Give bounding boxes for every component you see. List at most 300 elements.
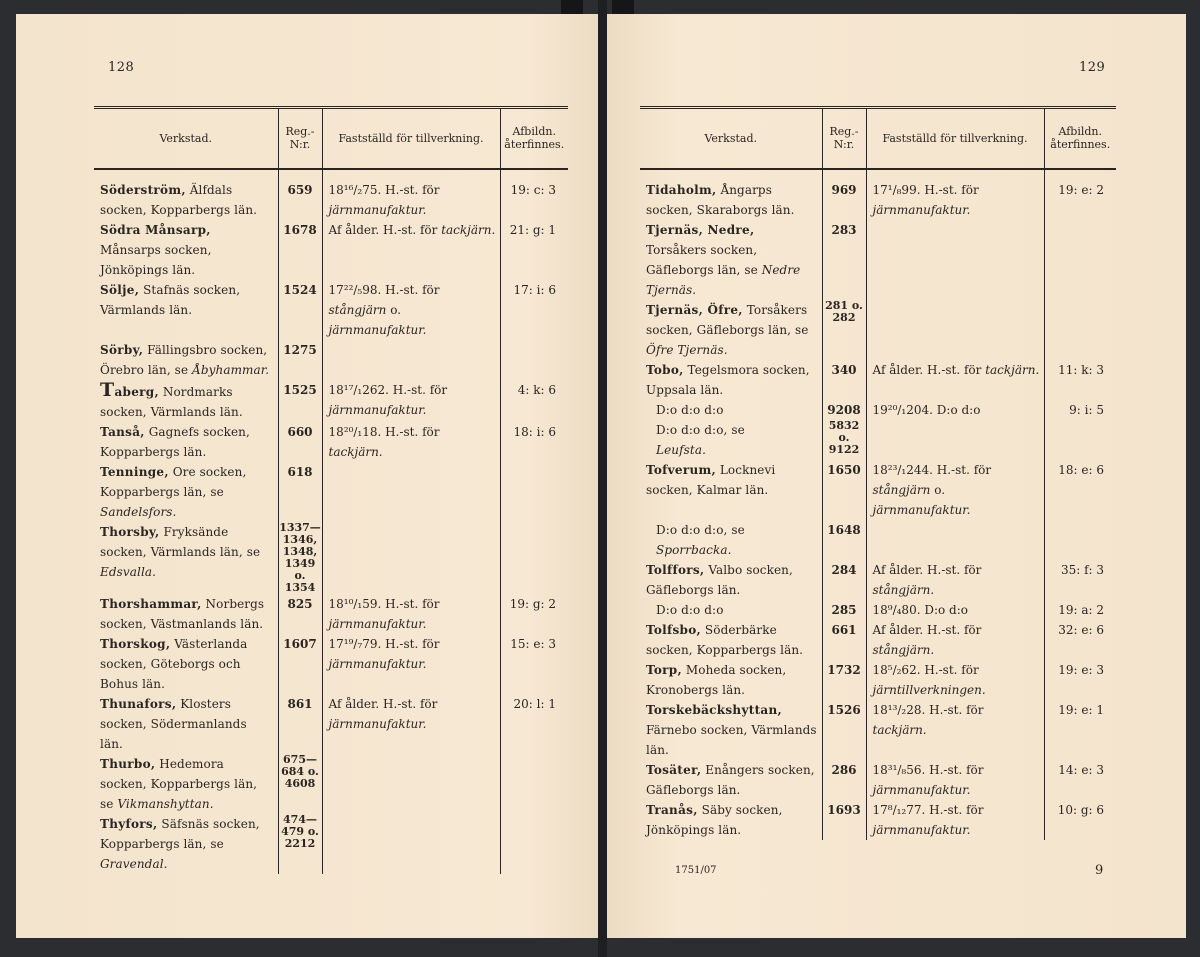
afbildn-cell: [1044, 660, 1116, 700]
table-row: [640, 600, 1116, 620]
works-name: Tjernäs, Öfre,: [646, 302, 743, 317]
works-name: Sölje,: [100, 282, 140, 297]
works-name: Taberg,: [100, 378, 159, 401]
product-type: järnmanufaktur.: [872, 202, 971, 217]
table-row: [640, 560, 1116, 600]
reg-number: 285: [831, 602, 857, 617]
reg-cell: [822, 760, 866, 800]
verkstad-cell: [94, 814, 278, 874]
afbildn-cell: [500, 694, 568, 754]
works-location: Valbo socken, Gäfleborgs län.: [646, 562, 793, 597]
product-type: järnmanufaktur.: [328, 716, 427, 731]
reg-cell: [822, 220, 866, 300]
works-name: Thorsby,: [100, 524, 160, 539]
works-crossref: Sandelsfors.: [100, 504, 177, 519]
works-name: Tofverum,: [646, 462, 716, 477]
reg-cell: [822, 600, 866, 620]
illustration-ref: 18: e: 6: [1058, 462, 1104, 477]
faststalld-cell: [866, 560, 1044, 600]
table-row: [94, 380, 568, 422]
reg-number: 2212: [284, 836, 316, 850]
ditto-text: D:o d:o d:o: [656, 602, 724, 617]
afbildn-cell: [500, 814, 568, 874]
verkstad-cell: [640, 620, 822, 660]
afbildn-cell: [500, 380, 568, 422]
reg-cell: [278, 422, 322, 462]
reg-number: 1678: [283, 222, 317, 237]
works-crossref: Gravendal.: [100, 856, 168, 871]
works-crossref: Edsvalla.: [100, 564, 157, 579]
reg-number: 660: [287, 424, 313, 439]
verkstad-cell: [94, 594, 278, 634]
afbildn-cell: [1044, 220, 1116, 300]
illustration-ref: 19: e: 3: [1058, 662, 1104, 677]
verkstad-cell: [94, 169, 278, 220]
faststalld-cell: [322, 594, 500, 634]
verkstad-cell: [640, 700, 822, 760]
faststalld-cell: [866, 520, 1044, 560]
product-type: järnmanufaktur.: [328, 402, 427, 417]
faststalld-cell: [322, 340, 500, 380]
works-name: Thyfors,: [100, 816, 158, 831]
works-location: Färnebo socken, Värmlands län.: [646, 722, 817, 757]
book-gutter: [598, 0, 607, 957]
works-location: Nordmarks socken, Värmlands län.: [100, 384, 243, 419]
works-crossref: Åbyhammar.: [192, 362, 270, 377]
afbildn-cell: [500, 169, 568, 220]
reg-cell: [822, 700, 866, 760]
signature-mark: 1751/07: [675, 865, 717, 876]
works-crossref: Sporrbacka.: [656, 542, 732, 557]
header-verkstad: Verkstad.: [94, 108, 278, 169]
reg-cell: [278, 594, 322, 634]
table-row: [640, 760, 1116, 800]
works-location: Säby socken, Jönköpings län.: [646, 802, 783, 837]
works-location: Gagnefs socken, Kopparbergs län.: [100, 424, 250, 459]
verkstad-cell: [640, 800, 822, 840]
reg-cell: [822, 420, 866, 460]
works-location: Västerlanda socken, Göteborgs och Bohus län.: [100, 636, 248, 691]
reg-number: 284: [831, 562, 857, 577]
illustration-ref: 19: a: 2: [1058, 602, 1104, 617]
illustration-ref: 14: e: 3: [1058, 762, 1104, 777]
table-row: [640, 700, 1116, 760]
reg-cell: [278, 220, 322, 280]
product-type: stångjärn.: [872, 582, 935, 597]
illustration-ref: 32: e: 6: [1058, 622, 1104, 637]
illustration-ref: 17: i: 6: [513, 282, 556, 297]
reg-number: 283: [831, 222, 857, 237]
product-type: stångjärn.: [872, 642, 935, 657]
decision-text: Af ålder. H.-st. för: [328, 222, 442, 237]
reg-number: 1348,: [282, 544, 318, 558]
ditto-text: D:o d:o d:o, se: [656, 422, 745, 437]
works-name: Tenninge,: [100, 464, 169, 479]
decision-text: Af ålder. H.-st. för: [872, 362, 986, 377]
header-faststalld: Fastställd för tillverkning.: [322, 108, 500, 169]
afbildn-cell: [1044, 760, 1116, 800]
table-row: [94, 280, 568, 340]
afbildn-cell: [1044, 560, 1116, 600]
faststalld-cell: [866, 400, 1044, 420]
reg-number: 1732: [827, 662, 861, 677]
decision-text: 18¹⁷/₁262. H.-st. för: [328, 382, 448, 397]
works-crossref: Vikmanshyttan.: [117, 796, 214, 811]
decision-text: Af ålder. H.-st. för: [872, 562, 982, 577]
works-location: Söderbärke socken, Kopparbergs län.: [646, 622, 804, 657]
works-name: Tidaholm,: [646, 182, 717, 197]
reg-number: 1337—: [279, 520, 321, 534]
faststalld-cell: [866, 700, 1044, 760]
reg-number: 1349 o.: [284, 556, 316, 582]
decision-text: 18²⁰/₁18. H.-st. för: [328, 424, 440, 439]
illustration-ref: 19: e: 1: [1058, 702, 1104, 717]
illustration-ref: 11: k: 3: [1058, 362, 1104, 377]
table-row: [640, 660, 1116, 700]
product-type: järnmanufaktur.: [328, 656, 427, 671]
reg-number: 5832 o.: [828, 418, 860, 444]
table-body: [640, 169, 1116, 840]
table-row: [94, 814, 568, 874]
table-row: [640, 460, 1116, 520]
ditto-entry: [646, 420, 818, 460]
reg-cell: [822, 520, 866, 560]
faststalld-cell: [866, 620, 1044, 660]
afbildn-cell: [1044, 400, 1116, 420]
decision-text: 18¹⁰/₁59. H.-st. för: [328, 596, 440, 611]
verkstad-cell: [94, 754, 278, 814]
decision-text: 19²⁰/₁204. D:o d:o: [872, 402, 981, 417]
product-type: järnmanufaktur.: [872, 782, 971, 797]
works-location: Norbergs socken, Västmanlands län.: [100, 596, 265, 631]
faststalld-cell: [322, 220, 500, 280]
left-page: [16, 14, 598, 938]
faststalld-cell: [866, 420, 1044, 460]
table-row: [640, 169, 1116, 220]
faststalld-cell: [866, 460, 1044, 520]
works-location: Stafnäs socken, Värmlands län.: [100, 282, 241, 317]
header-verkstad: Verkstad.: [640, 108, 822, 169]
table-row: [640, 620, 1116, 660]
faststalld-cell: [322, 634, 500, 694]
verkstad-cell: [94, 220, 278, 280]
register-table: [94, 106, 568, 874]
product-type: järnmanufaktur.: [872, 502, 971, 517]
table-row: [94, 462, 568, 522]
verkstad-cell: [94, 462, 278, 522]
afbildn-cell: [1044, 700, 1116, 760]
illustration-ref: 4: k: 6: [517, 382, 556, 397]
reg-cell: [278, 169, 322, 220]
illustration-ref: 9: i: 5: [1069, 402, 1104, 417]
header-faststalld: Fastställd för tillverkning.: [866, 108, 1044, 169]
works-location: Klosters socken, Södermanlands län.: [100, 696, 247, 751]
works-location: Enångers socken, Gäfleborgs län.: [646, 762, 815, 797]
table-body: [94, 169, 568, 874]
faststalld-cell: [866, 800, 1044, 840]
table-row: [640, 220, 1116, 300]
afbildn-cell: [1044, 460, 1116, 520]
works-location: Hedemora socken, Kopparbergs län, se: [100, 756, 258, 811]
reg-number: 281 o.: [825, 298, 863, 312]
verkstad-cell: [640, 600, 822, 620]
verkstad-cell: [640, 660, 822, 700]
verkstad-cell: [640, 420, 822, 460]
ditto-entry: [646, 400, 818, 420]
afbildn-cell: [500, 422, 568, 462]
reg-number: 479 o.: [281, 824, 319, 838]
table-row: [640, 300, 1116, 360]
verkstad-cell: [640, 360, 822, 400]
works-location: Ångarps socken, Skaraborgs län.: [646, 182, 795, 217]
faststalld-cell: [322, 422, 500, 462]
reg-number: 1354: [284, 580, 316, 594]
verkstad-cell: [94, 280, 278, 340]
decision-text: o.: [930, 482, 946, 497]
decision-text: Af ålder. H.-st. för: [872, 622, 982, 637]
faststalld-cell: [322, 280, 500, 340]
reg-number: 1525: [283, 382, 317, 397]
register-table: [640, 106, 1116, 840]
afbildn-cell: [500, 280, 568, 340]
page-number: 129: [1079, 60, 1106, 75]
table-row: [94, 422, 568, 462]
reg-number: 1648: [827, 522, 861, 537]
reg-number: 282: [832, 310, 856, 324]
reg-cell: [822, 660, 866, 700]
product-type: järnmanufaktur.: [328, 322, 427, 337]
page-number: 128: [108, 60, 135, 75]
reg-number: 1275: [283, 342, 317, 357]
works-name: Södra Månsarp,: [100, 222, 211, 237]
works-name: Thorskog,: [100, 636, 171, 651]
table-row: [94, 522, 568, 594]
afbildn-cell: [1044, 300, 1116, 360]
faststalld-cell: [866, 660, 1044, 700]
works-location: Ore socken, Kopparbergs län, se: [100, 464, 247, 499]
verkstad-cell: [94, 422, 278, 462]
verkstad-cell: [94, 522, 278, 594]
verkstad-cell: [640, 169, 822, 220]
faststalld-cell: [866, 600, 1044, 620]
decision-text: 17⁸/₁₂77. H.-st. för: [872, 802, 984, 817]
works-location: Säfsnäs socken, Kopparbergs län, se: [100, 816, 260, 851]
table-row: [640, 360, 1116, 400]
reg-number: 1607: [283, 636, 317, 651]
reg-number: 1526: [827, 702, 861, 717]
reg-number: 684 o.: [281, 764, 319, 778]
works-name: Tobo,: [646, 362, 684, 377]
reg-cell: [822, 560, 866, 600]
faststalld-cell: [322, 694, 500, 754]
decision-text: 18¹⁶/₂75. H.-st. för: [328, 182, 440, 197]
reg-cell: [278, 814, 322, 874]
illustration-ref: 35: f: 3: [1060, 562, 1104, 577]
decision-text: 18⁵/₂62. H.-st. för: [872, 662, 979, 677]
product-type: järnmanufaktur.: [872, 822, 971, 837]
afbildn-cell: [1044, 169, 1116, 220]
verkstad-cell: [640, 760, 822, 800]
illustration-ref: 18: i: 6: [513, 424, 556, 439]
reg-cell: [278, 522, 322, 594]
afbildn-cell: [1044, 520, 1116, 560]
afbildn-cell: [500, 522, 568, 594]
works-location: Locknevi socken, Kalmar län.: [646, 462, 776, 497]
faststalld-cell: [866, 300, 1044, 360]
verkstad-cell: [94, 380, 278, 422]
table-row: [94, 634, 568, 694]
works-crossref: Öfre Tjernäs.: [646, 342, 728, 357]
product-type: tackjärn.: [872, 722, 927, 737]
works-location: Älfdals socken, Kopparbergs län.: [100, 182, 258, 217]
verkstad-cell: [640, 520, 822, 560]
reg-number: 861: [287, 696, 313, 711]
reg-cell: [822, 620, 866, 660]
reg-number: 969: [831, 182, 857, 197]
reg-cell: [822, 360, 866, 400]
faststalld-cell: [322, 814, 500, 874]
product-type: tackjärn.: [328, 444, 383, 459]
reg-number: 661: [831, 622, 857, 637]
decision-text: 18¹³/₂28. H.-st. för: [872, 702, 984, 717]
table-row: [640, 420, 1116, 460]
product-type: tackjärn.: [985, 362, 1040, 377]
decision-text: 17¹/₈99. H.-st. för: [872, 182, 979, 197]
reg-number: 474—: [283, 812, 317, 826]
decision-text: o.: [386, 302, 402, 317]
table-header: [640, 108, 1116, 169]
ditto-entry: [646, 520, 818, 560]
table-row: [640, 520, 1116, 560]
product-type: stångjärn: [872, 482, 931, 497]
product-type: järnmanufaktur.: [328, 616, 427, 631]
faststalld-cell: [866, 760, 1044, 800]
works-location: Torsåkers socken, Gäfleborgs län, se: [646, 242, 762, 277]
illustration-ref: 19: e: 2: [1058, 182, 1104, 197]
afbildn-cell: [500, 340, 568, 380]
reg-number: 618: [287, 464, 313, 479]
works-location: Månsarps socken, Jönköpings län.: [100, 242, 212, 277]
reg-number: 1524: [283, 282, 317, 297]
product-type: tackjärn.: [441, 222, 496, 237]
header-reg: Reg.- N:r.: [822, 108, 866, 169]
afbildn-cell: [500, 594, 568, 634]
faststalld-cell: [322, 462, 500, 522]
faststalld-cell: [322, 169, 500, 220]
reg-number: 9208: [827, 402, 861, 417]
reg-cell: [822, 800, 866, 840]
works-name: Tolfsbo,: [646, 622, 702, 637]
afbildn-cell: [500, 754, 568, 814]
reg-number: 9122: [828, 442, 860, 456]
reg-cell: [278, 280, 322, 340]
reg-number: 659: [287, 182, 313, 197]
faststalld-cell: [866, 220, 1044, 300]
works-crossref: Leufsta.: [656, 442, 706, 457]
afbildn-cell: [1044, 420, 1116, 460]
reg-number: 1346,: [282, 532, 318, 546]
reg-cell: [278, 754, 322, 814]
reg-cell: [278, 380, 322, 422]
faststalld-cell: [866, 360, 1044, 400]
illustration-ref: 15: e: 3: [510, 636, 556, 651]
reg-cell: [822, 460, 866, 520]
verkstad-cell: [640, 300, 822, 360]
afbildn-cell: [1044, 800, 1116, 840]
ditto-text: D:o d:o d:o, se: [656, 522, 745, 537]
works-name: Tranås,: [646, 802, 698, 817]
header-afbildn: Afbildn. återfinnes.: [1044, 108, 1116, 169]
works-name: Torp,: [646, 662, 682, 677]
header-afbildn: Afbildn. återfinnes.: [500, 108, 568, 169]
illustration-ref: 19: c: 3: [510, 182, 556, 197]
decision-text: 18³¹/₈56. H.-st. för: [872, 762, 984, 777]
reg-number: 4608: [284, 776, 316, 790]
reg-cell: [278, 694, 322, 754]
afbildn-cell: [1044, 620, 1116, 660]
afbildn-cell: [500, 220, 568, 280]
afbildn-cell: [1044, 600, 1116, 620]
verkstad-cell: [640, 220, 822, 300]
verkstad-cell: [640, 560, 822, 600]
decision-text: Af ålder. H.-st. för: [328, 696, 438, 711]
sheet-number: 9: [1095, 863, 1104, 878]
works-crossref: Nedre Tjernäs.: [646, 262, 801, 297]
reg-number: 1693: [827, 802, 861, 817]
works-location: Fällingsbro socken, Örebro län, se: [100, 342, 268, 377]
reg-number: 340: [831, 362, 857, 377]
decision-text: 17²²/₅98. H.-st. för: [328, 282, 440, 297]
reg-number: 675—: [283, 752, 317, 766]
table-row: [94, 694, 568, 754]
illustration-ref: 10: g: 6: [1057, 802, 1104, 817]
works-location: Moheda socken, Kronobergs län.: [646, 662, 787, 697]
table-row: [94, 754, 568, 814]
works-name: Tolffors,: [646, 562, 705, 577]
afbildn-cell: [500, 462, 568, 522]
reg-cell: [278, 340, 322, 380]
table-row: [94, 594, 568, 634]
header-reg: Reg.- N:r.: [278, 108, 322, 169]
product-type: järnmanufaktur.: [328, 202, 427, 217]
reg-cell: [822, 300, 866, 360]
works-name: Söderström,: [100, 182, 186, 197]
table-row: [640, 800, 1116, 840]
reg-number: 825: [287, 596, 313, 611]
verkstad-cell: [94, 634, 278, 694]
works-location: Fryksände socken, Värmlands län, se: [100, 524, 261, 559]
works-name: Sörby,: [100, 342, 144, 357]
works-name: Tanså,: [100, 424, 145, 439]
table-row: [94, 220, 568, 280]
afbildn-cell: [1044, 360, 1116, 400]
faststalld-cell: [322, 754, 500, 814]
table-row: [94, 169, 568, 220]
works-name: Tosäter,: [646, 762, 702, 777]
product-type: järntillverkningen.: [872, 682, 986, 697]
decision-text: 18²³/₁244. H.-st. för: [872, 462, 992, 477]
decision-text: 18⁹/₄80. D:o d:o: [872, 602, 968, 617]
works-name: Thorshammar,: [100, 596, 202, 611]
table-row: [94, 340, 568, 380]
faststalld-cell: [322, 380, 500, 422]
reg-cell: [822, 169, 866, 220]
verkstad-cell: [94, 694, 278, 754]
reg-cell: [278, 462, 322, 522]
faststalld-cell: [866, 169, 1044, 220]
ditto-entry: [646, 600, 818, 620]
works-name: Torskebäckshyttan,: [646, 702, 782, 717]
